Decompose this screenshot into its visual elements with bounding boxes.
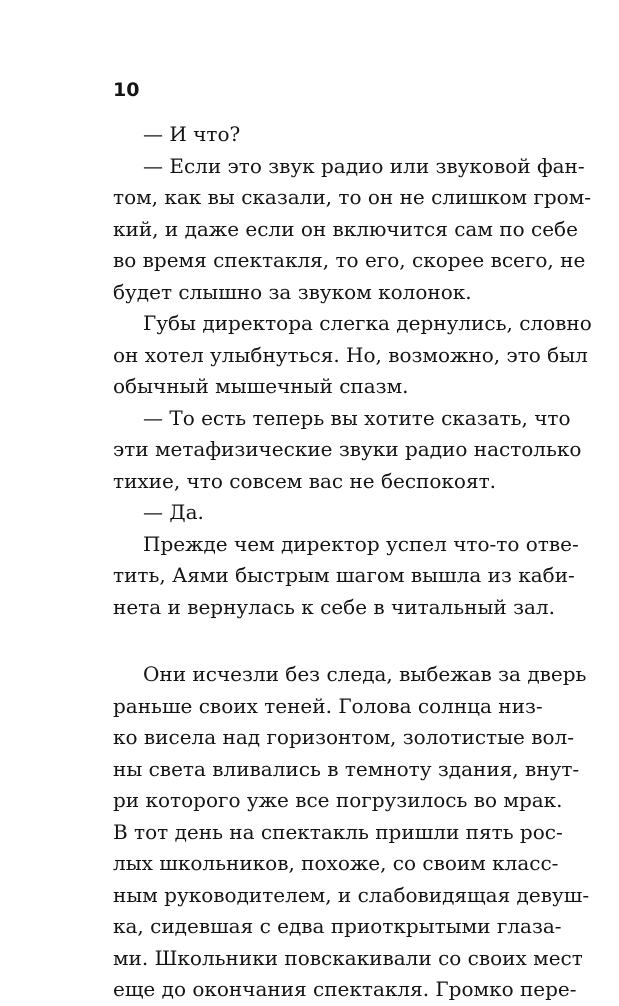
text-line: Прежде чем директор успел что-то отве- bbox=[143, 531, 579, 556]
text-line: ри которого уже все погрузилось во мрак. bbox=[113, 788, 563, 812]
text-line: ка, сидевшая с едва приоткрытыми глаза- bbox=[113, 914, 562, 938]
text-line: ми. Школьники повскакивали со своих мест bbox=[113, 945, 583, 970]
text-line: будет слышно за звуком колонок. bbox=[113, 279, 472, 304]
text-line: во время спектакля, то его, скорее всего, не bbox=[113, 248, 586, 272]
text-line: кий, и даже если он включится сам по себе bbox=[113, 216, 578, 241]
text-line: лых школьников, похоже, со своим класс- bbox=[113, 851, 559, 875]
text-line: раньше своих теней. Голова солнца низ- bbox=[113, 693, 543, 718]
page-number: 10 bbox=[113, 79, 140, 101]
text-line: эти метафизические звуки радио настолько bbox=[113, 437, 582, 461]
text-line: В тот день на спектакль пришли пять рос- bbox=[113, 819, 563, 844]
text-line: том, как вы сказали, то он не слишком гром- bbox=[113, 185, 592, 209]
text-line: ным руководителем, и слабовидящая девуш- bbox=[113, 882, 590, 907]
text-line: — Если это звук радио или звуковой фан- bbox=[143, 153, 585, 178]
text-line: Губы директора слегка дернулись, словно bbox=[143, 311, 592, 335]
text-line: тить, Аями быстрым шагом вышла из каби- bbox=[113, 563, 575, 587]
text-line: еще до окончания спектакля. Громко пере- bbox=[113, 977, 577, 1001]
text-line: — И что? bbox=[143, 122, 241, 146]
text-line: ны света вливались в темноту здания, внут- bbox=[113, 756, 580, 781]
text-line: он хотел улыбнуться. Но, возможно, это был bbox=[113, 342, 588, 367]
text-line: — То есть теперь вы хотите сказать, что bbox=[143, 405, 571, 430]
text-line: тихие, что совсем вас не беспокоят. bbox=[113, 468, 496, 493]
text-line: Они исчезли без следа, выбежав за дверь bbox=[143, 662, 587, 686]
text-line: ко висела над горизонтом, золотистые вол- bbox=[113, 725, 574, 749]
text-line: обычный мышечный спазм. bbox=[113, 374, 409, 398]
text-line: — Да. bbox=[143, 500, 204, 524]
text-line: нета и вернулась к себе в читальный зал. bbox=[113, 594, 555, 619]
